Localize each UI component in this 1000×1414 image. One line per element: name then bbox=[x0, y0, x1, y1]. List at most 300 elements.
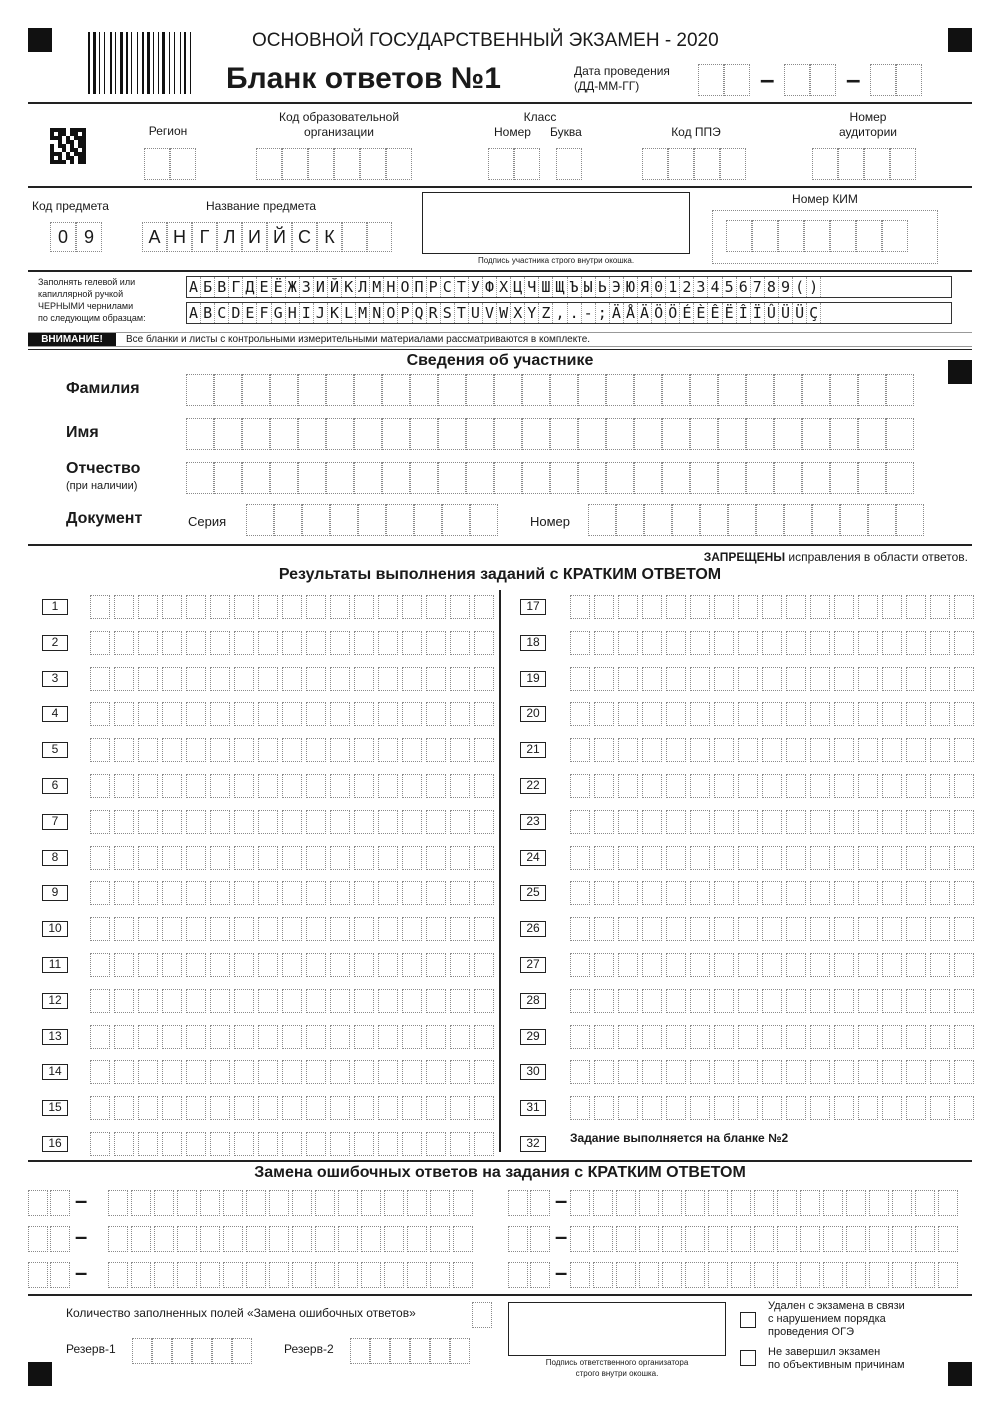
answer-cell[interactable] bbox=[858, 595, 878, 619]
date-month-field[interactable] bbox=[784, 64, 836, 96]
replacement-answer[interactable] bbox=[570, 1190, 961, 1216]
answer-cell[interactable] bbox=[594, 846, 614, 870]
input-cell[interactable] bbox=[494, 462, 522, 494]
answer-cell[interactable] bbox=[906, 917, 926, 941]
answer-cell[interactable] bbox=[282, 595, 302, 619]
answer-cell[interactable] bbox=[330, 1096, 350, 1120]
answer-cell[interactable] bbox=[858, 846, 878, 870]
answer-cell[interactable] bbox=[258, 917, 278, 941]
answer-cell[interactable] bbox=[666, 953, 686, 977]
input-cell[interactable] bbox=[718, 374, 746, 406]
input-cell[interactable] bbox=[414, 504, 442, 536]
replacement-task-number[interactable] bbox=[28, 1190, 72, 1216]
input-cell[interactable] bbox=[718, 462, 746, 494]
input-cell[interactable] bbox=[802, 462, 830, 494]
answer-cell[interactable] bbox=[162, 846, 182, 870]
answer-cell[interactable] bbox=[378, 1096, 398, 1120]
answer-cell[interactable] bbox=[714, 595, 734, 619]
answer-cell[interactable] bbox=[378, 667, 398, 691]
input-cell[interactable] bbox=[494, 418, 522, 450]
answer-cell[interactable] bbox=[450, 989, 470, 1013]
answer-cell[interactable] bbox=[666, 1060, 686, 1084]
input-cell[interactable] bbox=[407, 1262, 427, 1288]
input-cell[interactable] bbox=[302, 504, 330, 536]
input-cell[interactable] bbox=[186, 418, 214, 450]
input-cell[interactable] bbox=[410, 418, 438, 450]
answer-cell[interactable] bbox=[690, 989, 710, 1013]
input-cell[interactable] bbox=[334, 148, 360, 180]
input-cell[interactable] bbox=[752, 220, 778, 252]
answer-cell[interactable] bbox=[594, 1096, 614, 1120]
answer-cell[interactable] bbox=[906, 631, 926, 655]
input-cell[interactable] bbox=[315, 1262, 335, 1288]
answer-cell[interactable] bbox=[834, 1025, 854, 1049]
input-cell[interactable] bbox=[694, 148, 720, 180]
answer-cell[interactable] bbox=[954, 1060, 974, 1084]
input-cell[interactable] bbox=[896, 504, 924, 536]
input-cell[interactable] bbox=[754, 1262, 774, 1288]
answer-cell[interactable] bbox=[618, 631, 638, 655]
answer-cell[interactable] bbox=[666, 989, 686, 1013]
answer-cell[interactable] bbox=[282, 702, 302, 726]
input-cell[interactable] bbox=[326, 374, 354, 406]
answer-cell[interactable] bbox=[882, 1060, 902, 1084]
answer-cell[interactable] bbox=[714, 702, 734, 726]
answer-cell[interactable] bbox=[354, 631, 374, 655]
answer-cell[interactable] bbox=[690, 631, 710, 655]
answer-cell[interactable] bbox=[282, 810, 302, 834]
answer-cell[interactable] bbox=[810, 595, 830, 619]
answer-cell[interactable] bbox=[402, 917, 422, 941]
answer-cell[interactable] bbox=[138, 846, 158, 870]
answer-cell[interactable] bbox=[858, 881, 878, 905]
input-cell[interactable] bbox=[338, 1226, 358, 1252]
answer-cell[interactable] bbox=[138, 953, 158, 977]
answer-cell[interactable] bbox=[882, 917, 902, 941]
input-cell[interactable] bbox=[154, 1226, 174, 1252]
answer-cell[interactable] bbox=[930, 738, 950, 762]
input-cell[interactable] bbox=[410, 1338, 430, 1364]
input-cell[interactable] bbox=[823, 1190, 843, 1216]
answer-cell[interactable] bbox=[570, 667, 590, 691]
answer-cell[interactable] bbox=[954, 774, 974, 798]
input-cell[interactable] bbox=[606, 418, 634, 450]
participant-signature-box[interactable] bbox=[422, 192, 690, 254]
answer-cell[interactable] bbox=[882, 774, 902, 798]
answer-cell[interactable] bbox=[306, 702, 326, 726]
input-cell[interactable] bbox=[386, 148, 412, 180]
answer-cell[interactable] bbox=[642, 667, 662, 691]
answer-cell[interactable] bbox=[90, 595, 110, 619]
answer-cell[interactable] bbox=[330, 1025, 350, 1049]
answer-cell[interactable] bbox=[738, 631, 758, 655]
input-cell[interactable] bbox=[338, 1262, 358, 1288]
org-code-field[interactable] bbox=[256, 148, 412, 180]
answer-cell[interactable] bbox=[834, 846, 854, 870]
answer-cell[interactable] bbox=[210, 595, 230, 619]
input-cell[interactable] bbox=[570, 1262, 590, 1288]
answer-cell[interactable] bbox=[378, 810, 398, 834]
input-cell[interactable] bbox=[550, 374, 578, 406]
answer-cell[interactable] bbox=[426, 702, 446, 726]
answer-cell[interactable] bbox=[714, 881, 734, 905]
input-cell[interactable] bbox=[634, 374, 662, 406]
input-cell[interactable] bbox=[360, 148, 386, 180]
answer-cell[interactable] bbox=[786, 881, 806, 905]
answer-cell[interactable] bbox=[282, 881, 302, 905]
replacement-task-number[interactable] bbox=[508, 1190, 552, 1216]
answer-cell[interactable] bbox=[210, 702, 230, 726]
answer-cell[interactable] bbox=[954, 917, 974, 941]
answer-cell[interactable] bbox=[306, 1132, 326, 1156]
input-cell[interactable] bbox=[256, 148, 282, 180]
answer-cell[interactable] bbox=[690, 953, 710, 977]
answer-cell[interactable] bbox=[426, 810, 446, 834]
answer-cell[interactable] bbox=[906, 667, 926, 691]
answer-cell[interactable] bbox=[930, 702, 950, 726]
answer-cell[interactable] bbox=[810, 631, 830, 655]
filled-count-field[interactable] bbox=[472, 1302, 492, 1328]
input-cell[interactable] bbox=[708, 1262, 728, 1288]
answer-cell[interactable] bbox=[738, 1096, 758, 1120]
kim-number-field[interactable] bbox=[726, 220, 908, 252]
input-cell[interactable] bbox=[298, 418, 326, 450]
answer-cell[interactable] bbox=[834, 953, 854, 977]
answer-cell[interactable] bbox=[162, 1025, 182, 1049]
answer-cell[interactable] bbox=[90, 1025, 110, 1049]
answer-cell[interactable] bbox=[450, 1025, 470, 1049]
answer-cell[interactable] bbox=[762, 1025, 782, 1049]
answer-cell[interactable] bbox=[786, 810, 806, 834]
answer-cell[interactable] bbox=[618, 846, 638, 870]
answer-cell[interactable] bbox=[906, 846, 926, 870]
answer-cell[interactable] bbox=[882, 846, 902, 870]
answer-cell[interactable] bbox=[906, 810, 926, 834]
answer-cell[interactable] bbox=[858, 774, 878, 798]
input-cell[interactable] bbox=[550, 462, 578, 494]
input-cell[interactable] bbox=[407, 1190, 427, 1216]
answer-cell[interactable] bbox=[858, 702, 878, 726]
input-cell[interactable] bbox=[846, 1262, 866, 1288]
answer-cell[interactable] bbox=[570, 917, 590, 941]
input-cell[interactable] bbox=[662, 374, 690, 406]
date-day-field[interactable] bbox=[698, 64, 750, 96]
answer-cell[interactable] bbox=[330, 953, 350, 977]
answer-cell[interactable] bbox=[930, 881, 950, 905]
answer-cell[interactable] bbox=[90, 774, 110, 798]
answer-cell[interactable] bbox=[282, 667, 302, 691]
answer-cell[interactable] bbox=[258, 702, 278, 726]
answer-cell[interactable] bbox=[810, 989, 830, 1013]
answer-cell[interactable] bbox=[834, 989, 854, 1013]
answer-cell[interactable] bbox=[666, 774, 686, 798]
answer-cell[interactable] bbox=[954, 846, 974, 870]
input-cell[interactable] bbox=[662, 418, 690, 450]
input-cell[interactable] bbox=[292, 1190, 312, 1216]
answer-cell[interactable] bbox=[594, 810, 614, 834]
document-series-field[interactable] bbox=[246, 504, 498, 536]
document-number-field[interactable] bbox=[588, 504, 924, 536]
answer-cell[interactable] bbox=[330, 989, 350, 1013]
answer-cell[interactable] bbox=[666, 810, 686, 834]
input-cell[interactable] bbox=[708, 1190, 728, 1216]
input-cell[interactable] bbox=[508, 1226, 528, 1252]
input-cell[interactable] bbox=[685, 1226, 705, 1252]
answer-cell[interactable] bbox=[618, 1025, 638, 1049]
class-letter-field[interactable] bbox=[556, 148, 582, 180]
input-cell[interactable] bbox=[685, 1262, 705, 1288]
answer-cell[interactable] bbox=[618, 1060, 638, 1084]
answer-cell[interactable] bbox=[186, 881, 206, 905]
input-cell[interactable] bbox=[668, 148, 694, 180]
answer-cell[interactable] bbox=[474, 738, 494, 762]
input-cell[interactable] bbox=[410, 374, 438, 406]
answer-cell[interactable] bbox=[642, 1060, 662, 1084]
answer-cell[interactable] bbox=[210, 667, 230, 691]
answer-cell[interactable] bbox=[186, 774, 206, 798]
replacement-answer[interactable] bbox=[108, 1190, 476, 1216]
answer-cell[interactable] bbox=[474, 595, 494, 619]
answer-cell[interactable] bbox=[306, 595, 326, 619]
input-cell[interactable] bbox=[593, 1262, 613, 1288]
answer-cell[interactable] bbox=[354, 1132, 374, 1156]
answer-cell[interactable] bbox=[834, 631, 854, 655]
answer-cell[interactable] bbox=[114, 631, 134, 655]
input-cell[interactable] bbox=[384, 1226, 404, 1252]
answer-cell[interactable] bbox=[714, 738, 734, 762]
answer-cell[interactable] bbox=[474, 631, 494, 655]
input-cell[interactable] bbox=[882, 220, 908, 252]
input-cell[interactable] bbox=[856, 220, 882, 252]
answer-cell[interactable] bbox=[162, 810, 182, 834]
input-cell[interactable] bbox=[915, 1190, 935, 1216]
answer-cell[interactable] bbox=[762, 989, 782, 1013]
input-cell[interactable] bbox=[774, 374, 802, 406]
answer-cell[interactable] bbox=[234, 846, 254, 870]
answer-cell[interactable] bbox=[954, 1096, 974, 1120]
answer-cell[interactable] bbox=[810, 1025, 830, 1049]
answer-cell[interactable] bbox=[330, 810, 350, 834]
answer-cell[interactable] bbox=[786, 774, 806, 798]
answer-cell[interactable] bbox=[642, 989, 662, 1013]
answer-cell[interactable] bbox=[786, 595, 806, 619]
answer-cell[interactable] bbox=[186, 846, 206, 870]
answer-cell[interactable] bbox=[570, 953, 590, 977]
input-cell[interactable] bbox=[578, 462, 606, 494]
input-cell[interactable] bbox=[634, 462, 662, 494]
answer-cell[interactable] bbox=[378, 953, 398, 977]
input-cell[interactable] bbox=[890, 148, 916, 180]
answer-cell[interactable] bbox=[378, 917, 398, 941]
answer-cell[interactable] bbox=[642, 810, 662, 834]
answer-cell[interactable] bbox=[930, 1060, 950, 1084]
input-cell[interactable] bbox=[777, 1190, 797, 1216]
answer-cell[interactable] bbox=[234, 1096, 254, 1120]
input-cell[interactable] bbox=[578, 418, 606, 450]
answer-cell[interactable] bbox=[114, 881, 134, 905]
answer-cell[interactable] bbox=[906, 1025, 926, 1049]
input-cell[interactable] bbox=[274, 504, 302, 536]
answer-cell[interactable] bbox=[858, 667, 878, 691]
answer-cell[interactable] bbox=[330, 1060, 350, 1084]
answer-cell[interactable] bbox=[570, 631, 590, 655]
answer-cell[interactable] bbox=[234, 1060, 254, 1084]
answer-cell[interactable] bbox=[234, 953, 254, 977]
input-cell[interactable] bbox=[298, 462, 326, 494]
answer-cell[interactable] bbox=[138, 1132, 158, 1156]
answer-cell[interactable] bbox=[474, 1025, 494, 1049]
answer-cell[interactable] bbox=[186, 1096, 206, 1120]
answer-cell[interactable] bbox=[402, 1096, 422, 1120]
answer-cell[interactable] bbox=[882, 631, 902, 655]
answer-cell[interactable] bbox=[162, 595, 182, 619]
input-cell[interactable] bbox=[354, 462, 382, 494]
answer-cell[interactable] bbox=[834, 738, 854, 762]
answer-cell[interactable] bbox=[858, 917, 878, 941]
answer-cell[interactable] bbox=[234, 1132, 254, 1156]
input-cell[interactable] bbox=[639, 1190, 659, 1216]
answer-cell[interactable] bbox=[354, 1060, 374, 1084]
answer-cell[interactable] bbox=[306, 738, 326, 762]
answer-cell[interactable] bbox=[690, 881, 710, 905]
answer-cell[interactable] bbox=[570, 774, 590, 798]
input-cell[interactable] bbox=[466, 374, 494, 406]
answer-cell[interactable] bbox=[810, 881, 830, 905]
input-cell[interactable] bbox=[606, 374, 634, 406]
answer-cell[interactable] bbox=[258, 846, 278, 870]
input-cell[interactable] bbox=[938, 1190, 958, 1216]
answer-cell[interactable] bbox=[450, 953, 470, 977]
answer-cell[interactable] bbox=[594, 631, 614, 655]
answer-cell[interactable] bbox=[954, 738, 974, 762]
answer-cell[interactable] bbox=[906, 774, 926, 798]
answer-cell[interactable] bbox=[426, 881, 446, 905]
input-cell[interactable] bbox=[152, 1338, 172, 1364]
answer-cell[interactable] bbox=[666, 667, 686, 691]
answer-cell[interactable] bbox=[570, 846, 590, 870]
answer-cell[interactable] bbox=[234, 631, 254, 655]
answer-cell[interactable] bbox=[690, 702, 710, 726]
answer-cell[interactable] bbox=[90, 917, 110, 941]
answer-cell[interactable] bbox=[738, 846, 758, 870]
input-cell[interactable] bbox=[326, 462, 354, 494]
answer-cell[interactable] bbox=[330, 1132, 350, 1156]
answer-cell[interactable] bbox=[258, 667, 278, 691]
answer-cell[interactable] bbox=[882, 953, 902, 977]
input-cell[interactable] bbox=[494, 374, 522, 406]
answer-cell[interactable] bbox=[162, 953, 182, 977]
answer-cell[interactable] bbox=[954, 631, 974, 655]
answer-cell[interactable] bbox=[786, 989, 806, 1013]
answer-cell[interactable] bbox=[186, 917, 206, 941]
answer-cell[interactable] bbox=[402, 881, 422, 905]
answer-cell[interactable] bbox=[90, 1060, 110, 1084]
ppe-code-field[interactable] bbox=[642, 148, 746, 180]
input-cell[interactable] bbox=[522, 462, 550, 494]
input-cell[interactable] bbox=[242, 374, 270, 406]
answer-cell[interactable] bbox=[642, 1096, 662, 1120]
input-cell[interactable] bbox=[746, 418, 774, 450]
input-cell[interactable] bbox=[892, 1190, 912, 1216]
answer-cell[interactable] bbox=[906, 738, 926, 762]
answer-cell[interactable] bbox=[762, 810, 782, 834]
answer-cell[interactable] bbox=[714, 846, 734, 870]
input-cell[interactable] bbox=[270, 462, 298, 494]
answer-cell[interactable] bbox=[306, 1096, 326, 1120]
date-year-field[interactable] bbox=[870, 64, 922, 96]
answer-cell[interactable] bbox=[114, 810, 134, 834]
answer-cell[interactable] bbox=[810, 846, 830, 870]
answer-cell[interactable] bbox=[954, 881, 974, 905]
answer-cell[interactable] bbox=[810, 667, 830, 691]
answer-cell[interactable] bbox=[738, 1060, 758, 1084]
answer-cell[interactable] bbox=[906, 989, 926, 1013]
input-cell[interactable] bbox=[915, 1262, 935, 1288]
answer-cell[interactable] bbox=[114, 774, 134, 798]
input-cell[interactable] bbox=[616, 1226, 636, 1252]
answer-cell[interactable] bbox=[834, 774, 854, 798]
answer-cell[interactable] bbox=[114, 738, 134, 762]
input-cell[interactable] bbox=[177, 1262, 197, 1288]
answer-cell[interactable] bbox=[858, 1025, 878, 1049]
answer-cell[interactable] bbox=[282, 917, 302, 941]
answer-cell[interactable] bbox=[570, 738, 590, 762]
input-cell[interactable] bbox=[132, 1338, 152, 1364]
answer-cell[interactable] bbox=[186, 702, 206, 726]
input-cell[interactable] bbox=[830, 462, 858, 494]
answer-cell[interactable] bbox=[402, 1060, 422, 1084]
input-cell[interactable] bbox=[358, 504, 386, 536]
answer-cell[interactable] bbox=[834, 1060, 854, 1084]
answer-cell[interactable] bbox=[426, 1060, 446, 1084]
input-cell[interactable] bbox=[200, 1226, 220, 1252]
input-cell[interactable] bbox=[430, 1226, 450, 1252]
answer-cell[interactable] bbox=[714, 953, 734, 977]
input-cell[interactable] bbox=[450, 1338, 470, 1364]
input-cell[interactable] bbox=[453, 1262, 473, 1288]
input-cell[interactable] bbox=[593, 1226, 613, 1252]
answer-cell[interactable] bbox=[282, 1132, 302, 1156]
input-cell[interactable] bbox=[242, 462, 270, 494]
answer-cell[interactable] bbox=[762, 1060, 782, 1084]
input-cell[interactable] bbox=[315, 1226, 335, 1252]
input-cell[interactable] bbox=[508, 1262, 528, 1288]
answer-cell[interactable] bbox=[570, 810, 590, 834]
answer-cell[interactable] bbox=[474, 1132, 494, 1156]
answer-cell[interactable] bbox=[570, 595, 590, 619]
input-cell[interactable] bbox=[778, 220, 804, 252]
answer-cell[interactable] bbox=[402, 1025, 422, 1049]
answer-cell[interactable] bbox=[714, 1096, 734, 1120]
answer-cell[interactable] bbox=[762, 667, 782, 691]
answer-cell[interactable] bbox=[570, 989, 590, 1013]
answer-cell[interactable] bbox=[258, 631, 278, 655]
answer-cell[interactable] bbox=[330, 667, 350, 691]
answer-cell[interactable] bbox=[930, 917, 950, 941]
answer-cell[interactable] bbox=[762, 881, 782, 905]
answer-cell[interactable] bbox=[90, 846, 110, 870]
answer-cell[interactable] bbox=[90, 738, 110, 762]
answer-cell[interactable] bbox=[690, 667, 710, 691]
input-cell[interactable] bbox=[407, 1226, 427, 1252]
answer-cell[interactable] bbox=[402, 667, 422, 691]
answer-cell[interactable] bbox=[354, 881, 374, 905]
answer-cell[interactable] bbox=[858, 1060, 878, 1084]
answer-cell[interactable] bbox=[186, 631, 206, 655]
answer-cell[interactable] bbox=[426, 989, 446, 1013]
answer-cell[interactable] bbox=[714, 1025, 734, 1049]
input-cell[interactable] bbox=[570, 1226, 590, 1252]
